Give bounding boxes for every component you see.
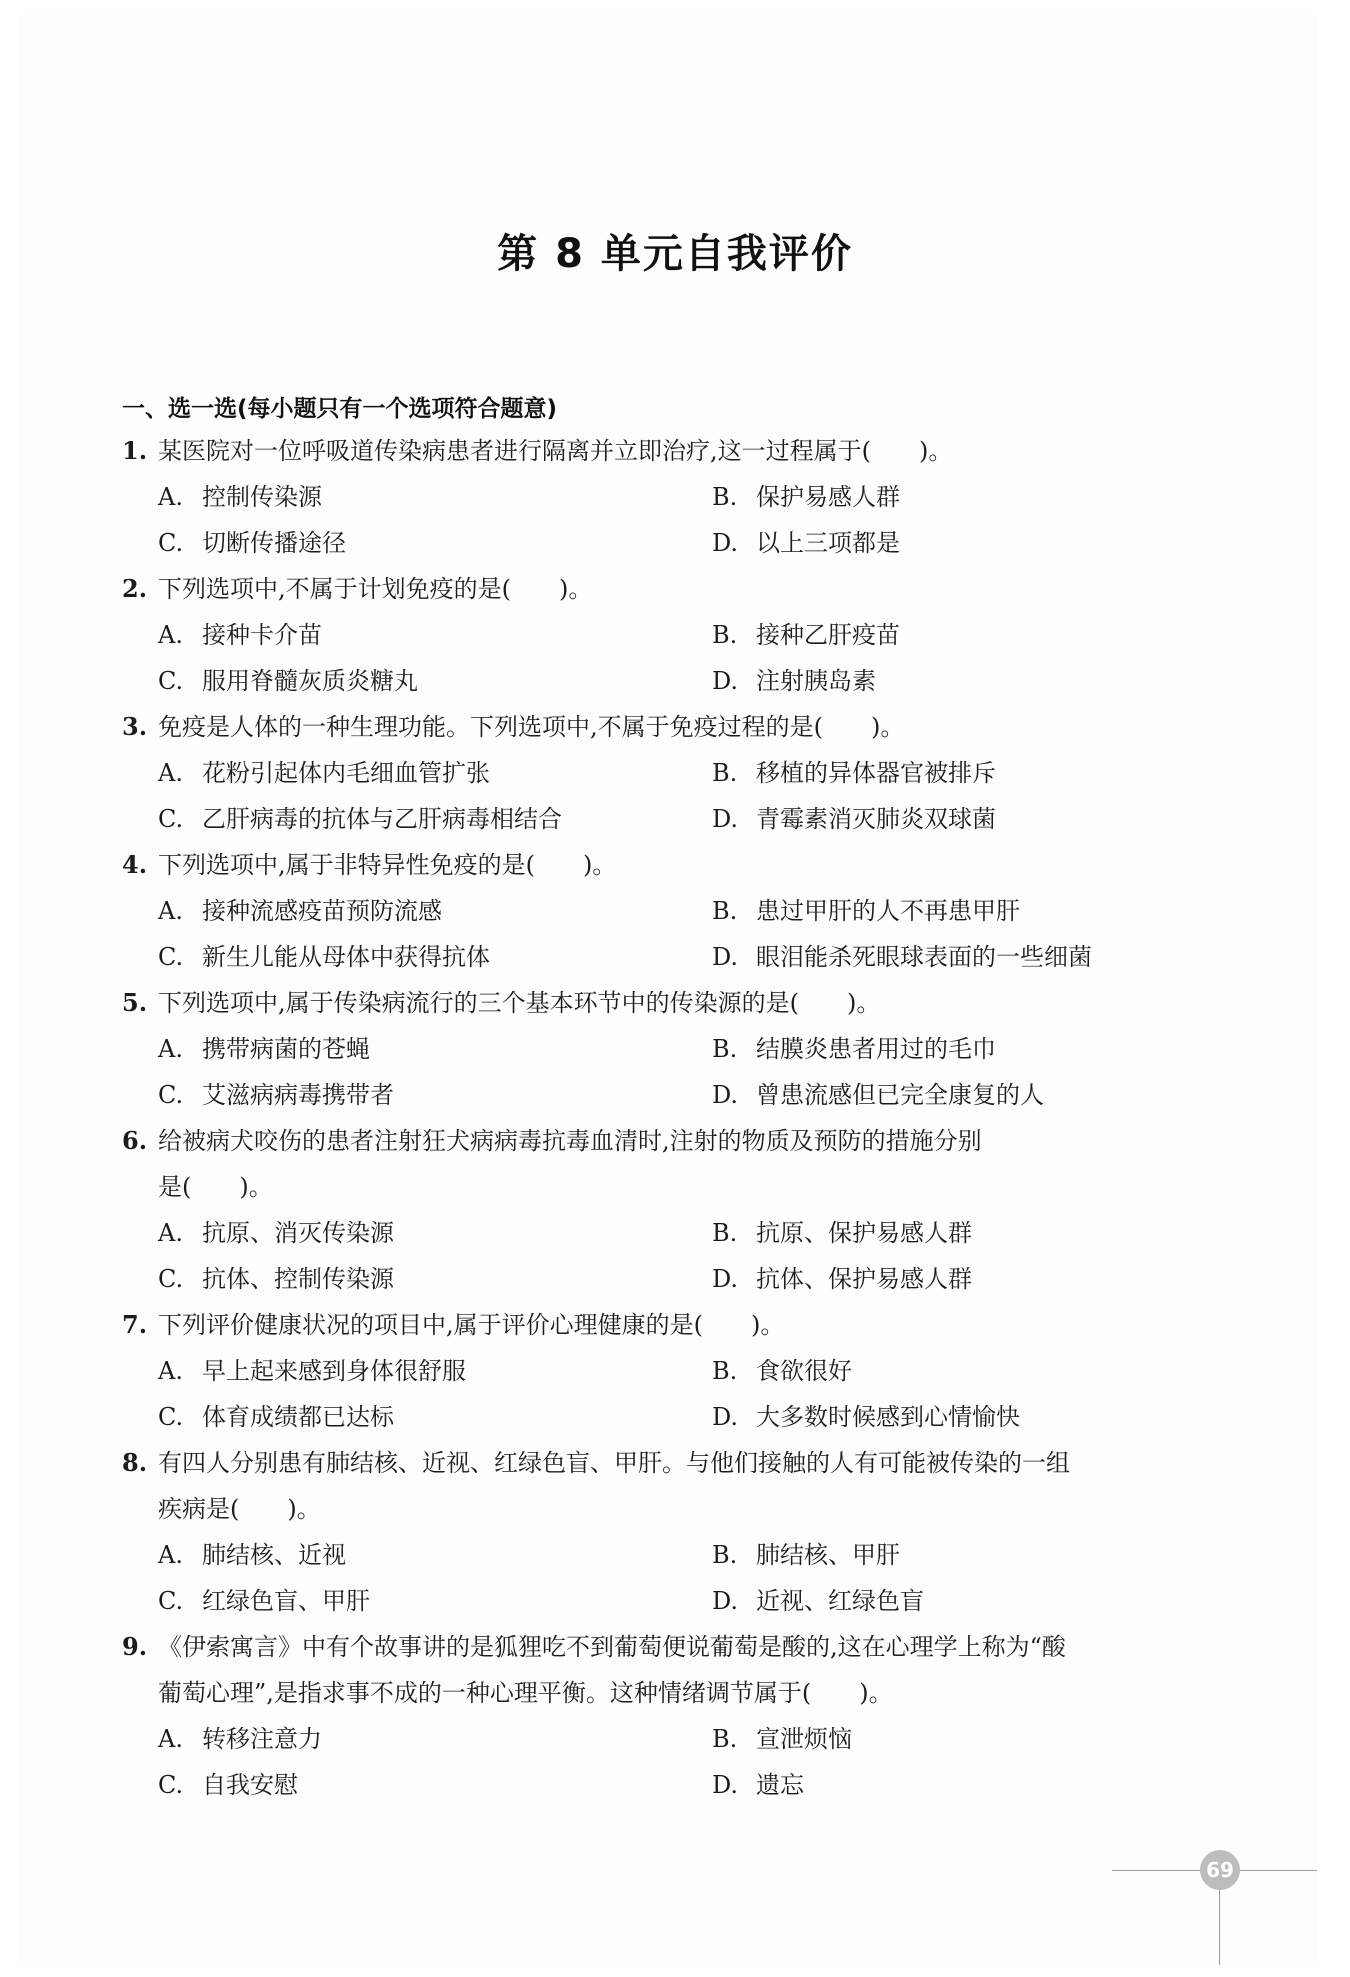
answer-option (712, 520, 900, 566)
answer-option (158, 750, 490, 796)
option-letter: D. (712, 805, 739, 833)
answer-option (712, 1026, 996, 1072)
question-number: 1. (122, 436, 148, 465)
answer-option (158, 520, 346, 566)
question-text: 给被病犬咬伤的患者注射狂犬病病毒抗毒血清时,注射的物质及预防的措施分别 (158, 1127, 982, 1155)
option-text: 患过甲肝的人不再患甲肝 (756, 897, 1020, 925)
option-letter: A. (158, 759, 183, 787)
answer-option (158, 1348, 466, 1394)
answer-option (712, 750, 996, 796)
answer-option (158, 796, 562, 842)
question-number: 8. (122, 1448, 148, 1477)
option-text: 新生儿能从母体中获得抗体 (202, 943, 490, 971)
question-stem (122, 428, 952, 474)
option-letter: B. (712, 897, 738, 925)
option-letter: C. (158, 805, 184, 833)
question-stem (122, 704, 904, 750)
option-text: 自我安慰 (202, 1771, 298, 1799)
question-number: 6. (122, 1126, 148, 1155)
option-letter: D. (712, 1771, 739, 1799)
answer-option (712, 1210, 972, 1256)
option-letter: C. (158, 529, 184, 557)
option-text: 移植的异体器官被排斥 (756, 759, 996, 787)
option-text: 抗体、保护易感人群 (756, 1265, 972, 1293)
answer-option (712, 796, 996, 842)
option-letter: A. (158, 483, 183, 511)
answer-option (712, 1578, 924, 1624)
option-text: 注射胰岛素 (756, 667, 876, 695)
question-text: 免疫是人体的一种生理功能。下列选项中,不属于免疫过程的是( )。 (158, 713, 905, 741)
question-text: 下列选项中,属于传染病流行的三个基本环节中的传染源的是( )。 (158, 989, 881, 1017)
option-text: 抗原、保护易感人群 (756, 1219, 972, 1247)
option-text: 切断传播途径 (202, 529, 346, 557)
section-heading: 一、选一选(每小题只有一个选项符合题意) (122, 396, 558, 422)
answer-option (158, 1578, 370, 1624)
option-text: 结膜炎患者用过的毛巾 (756, 1035, 996, 1063)
question-text: 有四人分别患有肺结核、近视、红绿色盲、甲肝。与他们接触的人有可能被传染的一组 (158, 1449, 1070, 1477)
option-text: 控制传染源 (202, 483, 322, 511)
answer-option (158, 612, 322, 658)
option-text: 花粉引起体内毛细血管扩张 (202, 759, 490, 787)
option-text: 宣泄烦恼 (756, 1725, 852, 1753)
answer-option (158, 1532, 346, 1578)
option-letter: C. (158, 1403, 184, 1431)
option-letter: C. (158, 943, 184, 971)
answer-option (712, 1072, 1044, 1118)
option-letter: C. (158, 667, 184, 695)
option-letter: B. (712, 1541, 738, 1569)
option-letter: B. (712, 483, 738, 511)
option-letter: B. (712, 1357, 738, 1385)
option-letter: C. (158, 1081, 184, 1109)
question-text-continued: 是( )。 (158, 1173, 273, 1201)
answer-option (158, 1210, 394, 1256)
question-number: 7. (122, 1310, 148, 1339)
question-stem (122, 1302, 784, 1348)
question-number: 9. (122, 1632, 148, 1661)
question-number: 4. (122, 850, 148, 879)
question-number: 5. (122, 988, 148, 1017)
option-letter: D. (712, 667, 739, 695)
option-letter: D. (712, 1403, 739, 1431)
option-letter: A. (158, 1725, 183, 1753)
option-text: 服用脊髓灰质炎糖丸 (202, 667, 418, 695)
option-text: 肺结核、近视 (202, 1541, 346, 1569)
option-text: 接种流感疫苗预防流感 (202, 897, 442, 925)
answer-option (158, 658, 418, 704)
option-letter: D. (712, 1081, 739, 1109)
option-letter: B. (712, 1219, 738, 1247)
question-text: 《伊索寓言》中有个故事讲的是狐狸吃不到葡萄便说葡萄是酸的,这在心理学上称为“酸 (158, 1633, 1066, 1661)
option-text: 大多数时候感到心情愉快 (756, 1403, 1020, 1431)
option-text: 曾患流感但已完全康复的人 (756, 1081, 1044, 1109)
answer-option (712, 474, 900, 520)
question-text: 某医院对一位呼吸道传染病患者进行隔离并立即治疗,这一过程属于( )。 (158, 437, 953, 465)
answer-option (158, 934, 490, 980)
option-letter: A. (158, 1357, 183, 1385)
question-stem (122, 566, 592, 612)
option-letter: C. (158, 1587, 184, 1615)
option-text: 携带病菌的苍蝇 (202, 1035, 370, 1063)
option-text: 乙肝病毒的抗体与乙肝病毒相结合 (202, 805, 562, 833)
answer-option (158, 1716, 322, 1762)
option-text: 抗体、控制传染源 (202, 1265, 394, 1293)
answer-option (712, 1762, 804, 1808)
option-text: 早上起来感到身体很舒服 (202, 1357, 466, 1385)
question-text: 下列选项中,不属于计划免疫的是( )。 (158, 575, 593, 603)
answer-option (712, 888, 1020, 934)
question-stem (122, 842, 616, 888)
question-text: 下列评价健康状况的项目中,属于评价心理健康的是( )。 (158, 1311, 785, 1339)
option-text: 食欲很好 (756, 1357, 852, 1385)
option-text: 青霉素消灭肺炎双球菌 (756, 805, 996, 833)
answer-option (712, 934, 1092, 980)
option-text: 转移注意力 (202, 1725, 322, 1753)
question-number: 3. (122, 712, 148, 741)
option-letter: A. (158, 621, 183, 649)
option-text: 保护易感人群 (756, 483, 900, 511)
option-text: 肺结核、甲肝 (756, 1541, 900, 1569)
question-stem (122, 1118, 982, 1164)
option-text: 遗忘 (756, 1771, 804, 1799)
answer-option (158, 1072, 394, 1118)
option-letter: D. (712, 943, 739, 971)
question-stem (122, 1440, 1070, 1486)
option-letter: D. (712, 1265, 739, 1293)
option-letter: D. (712, 529, 739, 557)
answer-option (712, 1532, 900, 1578)
option-letter: A. (158, 1219, 183, 1247)
answer-option (712, 1256, 972, 1302)
page-title: 第 8 单元自我评价 (497, 231, 853, 277)
option-letter: B. (712, 1725, 738, 1753)
option-text: 近视、红绿色盲 (756, 1587, 924, 1615)
question-text: 下列选项中,属于非特异性免疫的是( )。 (158, 851, 617, 879)
answer-option (158, 474, 322, 520)
answer-option (158, 1394, 394, 1440)
answer-option (712, 658, 876, 704)
option-letter: A. (158, 1541, 183, 1569)
answer-option (712, 1716, 852, 1762)
question-number: 2. (122, 574, 148, 603)
answer-option (712, 1348, 852, 1394)
option-letter: C. (158, 1265, 184, 1293)
option-letter: A. (158, 897, 183, 925)
question-text-continued: 葡萄心理”,是指求事不成的一种心理平衡。这种情绪调节属于( )。 (158, 1679, 893, 1707)
option-letter: B. (712, 759, 738, 787)
option-letter: A. (158, 1035, 183, 1063)
page-number: 69 (1200, 1850, 1240, 1890)
option-text: 接种乙肝疫苗 (756, 621, 900, 649)
answer-option (158, 1256, 394, 1302)
option-text: 红绿色盲、甲肝 (202, 1587, 370, 1615)
answer-option (712, 612, 900, 658)
option-text: 眼泪能杀死眼球表面的一些细菌 (756, 943, 1092, 971)
answer-option (158, 1762, 298, 1808)
option-letter: C. (158, 1771, 184, 1799)
option-text: 体育成绩都已达标 (202, 1403, 394, 1431)
option-letter: D. (712, 1587, 739, 1615)
option-letter: B. (712, 1035, 738, 1063)
answer-option (712, 1394, 1020, 1440)
option-letter: B. (712, 621, 738, 649)
question-stem (122, 1624, 1066, 1670)
answer-option (158, 1026, 370, 1072)
option-text: 艾滋病病毒携带者 (202, 1081, 394, 1109)
option-text: 抗原、消灭传染源 (202, 1219, 394, 1247)
question-text-continued: 疾病是( )。 (158, 1495, 321, 1523)
option-text: 接种卡介苗 (202, 621, 322, 649)
option-text: 以上三项都是 (756, 529, 900, 557)
question-stem (122, 980, 880, 1026)
answer-option (158, 888, 442, 934)
